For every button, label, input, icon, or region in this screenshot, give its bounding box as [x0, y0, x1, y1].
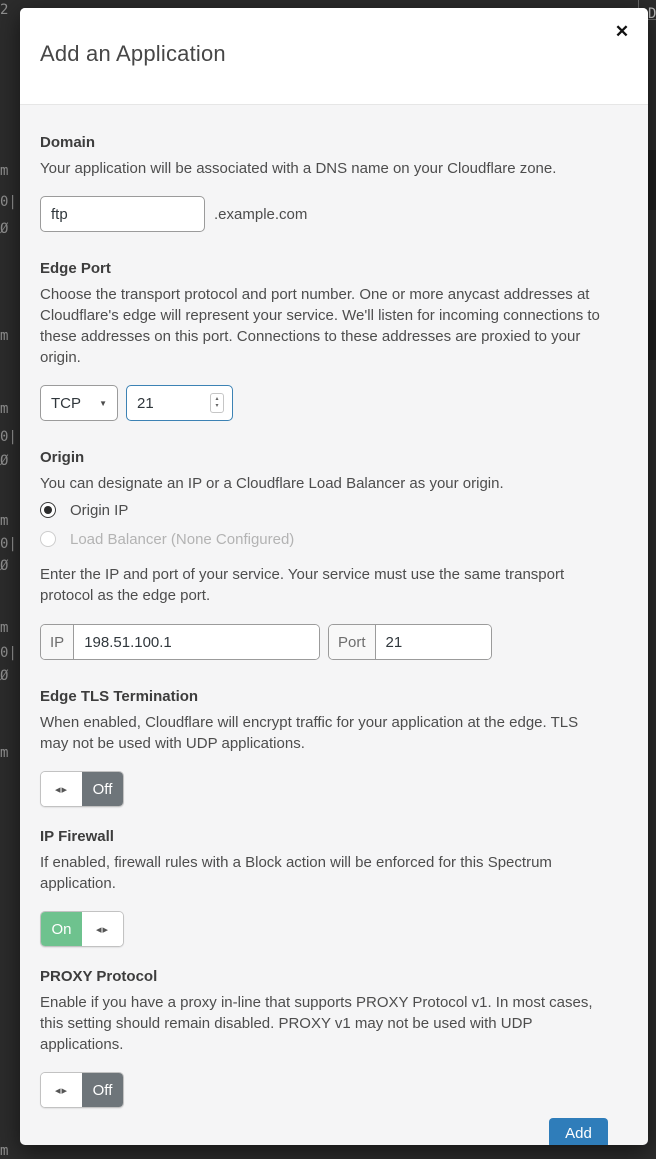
domain-section-label: Domain	[40, 134, 96, 151]
toggle-handle-icon[interactable]: ◂▸	[41, 772, 82, 806]
radio-unselected-icon	[40, 531, 56, 547]
modal-footer	[40, 1118, 620, 1145]
stepper-down-icon[interactable]: ▾	[215, 403, 219, 409]
ip-firewall-toggle[interactable]	[40, 911, 124, 947]
backdrop-fragment: 0|	[0, 429, 17, 445]
add-button[interactable]: Add	[549, 1118, 608, 1145]
toggle-handle-icon[interactable]: ◂▸	[41, 1073, 82, 1107]
origin-ip-prefix: IP	[41, 625, 74, 659]
add-application-modal	[20, 8, 648, 1145]
toggle-handle-icon[interactable]: ◂▸	[82, 912, 123, 946]
ip-firewall-section-label: IP Firewall	[40, 828, 114, 845]
domain-description: Your application will be associated with a DNS name on your Cloudflare zone.	[40, 160, 557, 177]
backdrop-fragment: Ø	[0, 668, 9, 684]
backdrop-fragment: 0|	[0, 194, 17, 210]
backdrop-fragment: Ø	[0, 453, 9, 469]
proxy-protocol-toggle-state[interactable]: Off	[82, 1073, 123, 1107]
backdrop-fragment: 2	[0, 2, 9, 18]
radio-selected-icon[interactable]	[40, 502, 56, 518]
origin-section-label: Origin	[40, 449, 85, 466]
proxy-protocol-toggle[interactable]	[40, 1072, 124, 1108]
number-stepper[interactable]	[210, 393, 224, 413]
backdrop-fragment: Ø	[0, 221, 9, 237]
backdrop-fragment: 0|	[0, 645, 17, 661]
backdrop-fragment: m	[0, 1143, 9, 1159]
edge-port-section-label: Edge Port	[40, 260, 111, 277]
edge-port-input-wrap	[126, 385, 233, 421]
modal-header	[20, 8, 648, 105]
backdrop-fragment: m	[0, 401, 9, 417]
origin-ip-group	[40, 624, 320, 660]
modal-body	[20, 105, 648, 1145]
proxy-protocol-section-label: PROXY Protocol	[40, 968, 158, 985]
backdrop-fragment: m	[0, 513, 9, 529]
backdrop-fragment: m	[0, 163, 9, 179]
protocol-select[interactable]	[40, 385, 118, 421]
origin-ip-input[interactable]	[74, 625, 319, 659]
radio-origin-ip[interactable]	[40, 497, 620, 523]
backdrop-fragment: Ø	[0, 558, 9, 574]
edge-tls-section-label: Edge TLS Termination	[40, 688, 199, 705]
edge-tls-description: When enabled, Cloudflare will encrypt traffic for your application at the edge. TLS may not be used with UDP applications.	[40, 714, 579, 752]
protocol-select-value: TCP	[51, 394, 81, 412]
edge-port-input[interactable]	[137, 395, 197, 412]
chevron-down-icon: ▼	[99, 398, 107, 408]
backdrop-fragment: 0|	[0, 536, 17, 552]
domain-row	[40, 196, 620, 232]
origin-ip-port-row	[40, 624, 620, 660]
radio-load-balancer	[40, 526, 620, 552]
domain-suffix: .example.com	[214, 205, 308, 223]
modal-title: Add an Application	[40, 41, 226, 66]
ip-firewall-toggle-state[interactable]: On	[41, 912, 82, 946]
backdrop-fragment-top-right: D	[648, 6, 656, 22]
edge-port-row	[40, 385, 620, 421]
origin-port-group	[328, 624, 492, 660]
domain-input[interactable]	[40, 196, 205, 232]
origin-ip-description: Enter the IP and port of your service. Your service must use the same transport protocol as the edge port.	[40, 566, 565, 604]
stepper-up-icon[interactable]: ▴	[215, 396, 219, 402]
proxy-protocol-description: Enable if you have a proxy in-line that supports PROXY Protocol v1. In most cases, this setting should remain disabled. PROXY v1 may not be used with UDP applications.	[40, 994, 593, 1053]
origin-description: You can designate an IP or a Cloudflare Load Balancer as your origin.	[40, 475, 504, 492]
radio-load-balancer-label: Load Balancer (None Configured)	[70, 530, 295, 548]
backdrop-fragment: m	[0, 620, 9, 636]
origin-port-input[interactable]	[376, 625, 491, 659]
ip-firewall-description: If enabled, firewall rules with a Block action will be enforced for this Spectrum application.	[40, 854, 552, 892]
backdrop-fragment: m	[0, 745, 9, 761]
edge-port-description: Choose the transport protocol and port number. One or more anycast addresses at Cloudflare's edge will represent your service. We'll listen for incoming connections to these addresses on this port. Connections to these addresses are proxied to your origin.	[40, 286, 600, 366]
radio-origin-ip-label: Origin IP	[70, 501, 129, 519]
edge-tls-toggle[interactable]	[40, 771, 124, 807]
edge-tls-toggle-state[interactable]: Off	[82, 772, 123, 806]
origin-port-prefix: Port	[329, 625, 376, 659]
backdrop-fragment: m	[0, 328, 9, 344]
close-icon[interactable]: ✕	[614, 22, 630, 41]
